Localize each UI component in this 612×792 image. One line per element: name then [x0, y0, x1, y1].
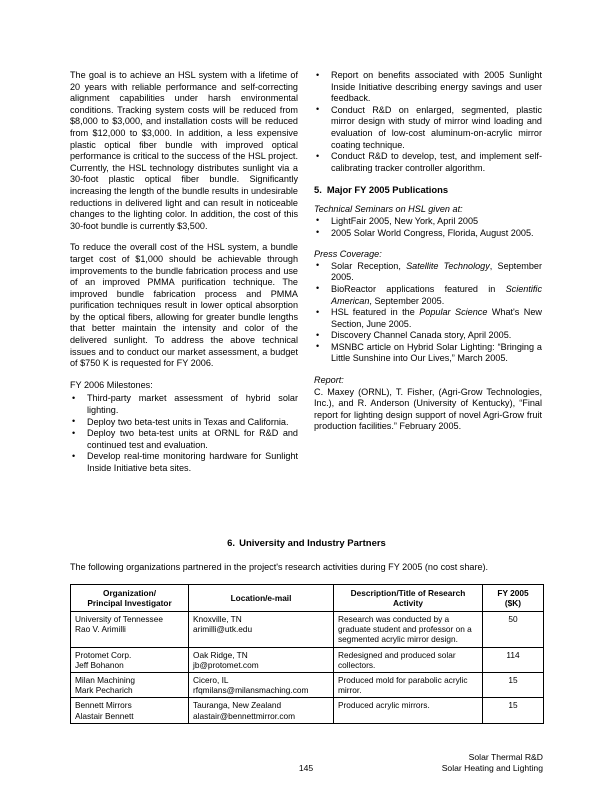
- header-line: Description/Title of Research: [350, 587, 466, 598]
- org-pi: Jeff Bohanon: [75, 659, 124, 670]
- table-row: [71, 673, 544, 698]
- section-5-title: Major FY 2005 Publications: [326, 184, 449, 196]
- report-text: C. Maxey (ORNL), T. Fisher, (Agri-Grow Technologies, Inc.), and R. Anderson (University of Kentucky), “Final report for lighting design support of novel Agri-Grow fruit production facilities.” February 2005.: [314, 386, 542, 432]
- press-italic: Satellite Technology: [406, 260, 490, 271]
- section-6-heading: [70, 538, 543, 550]
- page-footer: [0, 752, 612, 782]
- cell-organization: [71, 673, 189, 698]
- press-post: What's New Section, June 2005.: [331, 307, 542, 329]
- table-header: [71, 584, 544, 611]
- cell-amount: 15: [483, 673, 544, 698]
- press-pre: BioReactor applications featured in: [331, 283, 506, 294]
- section-6-lead: The following organizations partnered in the project's research activities during FY 2005 (no cost share).: [70, 562, 489, 572]
- table-header-row: [71, 584, 544, 611]
- technical-seminars-list: [314, 216, 542, 239]
- location-email: alastair@bennettmirror.com: [193, 710, 296, 721]
- list-item: • Third-party market assessment of hybrid solar lighting.: [70, 393, 298, 416]
- cell-location: [189, 673, 334, 698]
- table-row: [71, 647, 544, 672]
- header-line: FY 2005: [497, 587, 529, 598]
- section-6: [70, 538, 543, 724]
- cell-organization: [71, 612, 189, 648]
- milestones-label: FY 2006 Milestones:: [70, 379, 153, 390]
- fy2006-activities-list: [314, 70, 542, 174]
- table-row: [71, 612, 544, 648]
- list-item: [314, 342, 542, 365]
- list-item: • 2005 Solar World Congress, Florida, August 2005.: [314, 228, 542, 240]
- two-column-body: [70, 70, 543, 485]
- cell-location: [189, 698, 334, 723]
- list-item: • Conduct R&D on enlarged, segmented, plastic mirror design with study of mirror wind loading and evaluation of low-cost aluminum-on-acrylic mirror coating technique.: [314, 105, 542, 151]
- press-pre: Solar Reception,: [331, 260, 407, 271]
- press-pre: Discovery Channel Canada story, April 2005.: [331, 330, 512, 341]
- cell-amount: 50: [483, 612, 544, 648]
- paragraph-goal: The goal is to achieve an HSL system with a lifetime of 20 years with reliable performance and self-correcting alignment capabilities under harsh environmental conditions. Tracking system costs will be reduced from $8,000 to $3,000, and installation costs will be reduced from $12,000 to $3,000. In addition, a less expensive plastic optical fiber bundle with improved optical performance is critical to the success of the HSL project. Currently, the HSL technology distributes sunlight via a 30-foot plastic optical fiber bundle. Significantly increasing the length of the bundle results in undesirable reductions in delivered light and can result in noticeable changes to the lighting color. In addition, the cost of this 30-foot bundle is currently $3,500.: [70, 70, 298, 231]
- footer-line-1: Solar Thermal R&D: [468, 752, 543, 762]
- list-item: [314, 307, 542, 330]
- list-item: • Conduct R&D to develop, test, and implement self-calibrating tracker controller algorithm.: [314, 151, 542, 174]
- list-item: [314, 330, 542, 342]
- cell-location: [189, 612, 334, 648]
- column-header-description: [334, 584, 483, 611]
- section-5-number: 5.: [314, 184, 322, 196]
- section-5-heading: [314, 184, 542, 196]
- list-item: [314, 261, 542, 284]
- press-italic: Scientific American: [331, 283, 542, 306]
- press-pre: MSNBC article on Hybrid Solar Lighting: “Bringing a Little Sunshine into Our Lives,” March 2005.: [331, 341, 542, 364]
- list-item: [314, 284, 542, 307]
- org-pi: Mark Pecharich: [75, 685, 133, 696]
- press-italic: Popular Science: [419, 307, 488, 318]
- header-line: Location/e-mail: [230, 592, 292, 603]
- location-city: Oak Ridge, TN: [193, 649, 248, 660]
- location-email: arimilli@utk.edu: [193, 624, 253, 635]
- cell-description: Produced mold for parabolic acrylic mirror.: [334, 673, 483, 698]
- cell-organization: [71, 647, 189, 672]
- org-name: Protomet Corp.: [75, 649, 132, 660]
- press-pre: HSL featured in the: [331, 307, 420, 318]
- location-city: Knoxville, TN: [193, 614, 242, 624]
- list-item: • Deploy two beta-test units at ORNL for R&D and continued test and evaluation.: [70, 428, 298, 451]
- location-email: rfqmilans@milansmaching.com: [193, 685, 309, 696]
- list-item: • Report on benefits associated with 2005 Sunlight Inside Initiative describing energy savings and user feedback.: [314, 70, 542, 105]
- list-item: • Deploy two beta-test units in Texas and California.: [70, 417, 298, 429]
- section-6-number: 6.: [227, 538, 236, 549]
- header-line: Activity: [393, 597, 423, 608]
- column-header-location: [189, 584, 334, 611]
- location-city: Tauranga, New Zealand: [193, 700, 282, 711]
- section-6-title: University and Industry Partners: [239, 538, 386, 549]
- report-label: Report:: [314, 375, 344, 386]
- cell-description: Redesigned and produced solar collectors.: [334, 647, 483, 672]
- press-post: , September 2005.: [369, 295, 445, 306]
- table-row: [71, 698, 544, 723]
- header-line: ($K): [504, 597, 522, 608]
- cell-description: Produced acrylic mirrors.: [334, 698, 483, 723]
- header-line: Principal Investigator: [87, 597, 172, 608]
- org-name: University of Tennessee: [75, 614, 163, 624]
- cell-description: Research was conducted by a graduate student and professor on a segmented acrylic mirror design.: [334, 612, 483, 648]
- press-coverage-list: [314, 261, 542, 365]
- column-header-organization: [71, 584, 189, 611]
- cell-amount: 15: [483, 698, 544, 723]
- cell-location: [189, 647, 334, 672]
- org-pi: Alastair Bennett: [75, 710, 134, 721]
- cell-organization: [71, 698, 189, 723]
- header-line: Organization/: [102, 587, 156, 598]
- list-item: • LightFair 2005, New York, April 2005: [314, 216, 542, 228]
- page-number: 145: [298, 763, 314, 773]
- table-body: [71, 612, 544, 724]
- press-post: , September 2005.: [331, 260, 542, 283]
- org-pi: Rao V. Arimilli: [75, 624, 126, 635]
- column-header-amount: [483, 584, 544, 611]
- paragraph-cost-reduction: To reduce the overall cost of the HSL system, a bundle target cost of $1,000 should be achievable through improvements to the bundle fabrication process and use of an improved PMMA purification technique. The improved bundle fabrication process and PMMA purification techniques result in lower optical absorption by the optical fibers, allowing for greater bundle lengths that better maintain the intensity and color of the delivered sunlight. To address the above technical issues and to conduct our market assessment, a budget of $750 K is requested for FY 2006.: [70, 242, 298, 369]
- right-column: [314, 70, 542, 485]
- milestones-list: [70, 393, 298, 474]
- location-city: Cicero, IL: [193, 675, 229, 686]
- technical-seminars-label: Technical Seminars on HSL given at:: [314, 204, 463, 215]
- footer-program-label: [442, 752, 543, 774]
- list-item: • Develop real-time monitoring hardware for Sunlight Inside Initiative beta sites.: [70, 451, 298, 474]
- cell-amount: 114: [483, 647, 544, 672]
- org-name: Milan Machining: [75, 675, 135, 686]
- location-email: jb@protomet.com: [193, 659, 259, 670]
- partners-table: [70, 584, 544, 724]
- org-name: Bennett Mirrors: [75, 700, 132, 711]
- left-column: [70, 70, 298, 485]
- press-coverage-label: Press Coverage:: [314, 249, 382, 260]
- footer-line-2: Solar Heating and Lighting: [441, 763, 543, 773]
